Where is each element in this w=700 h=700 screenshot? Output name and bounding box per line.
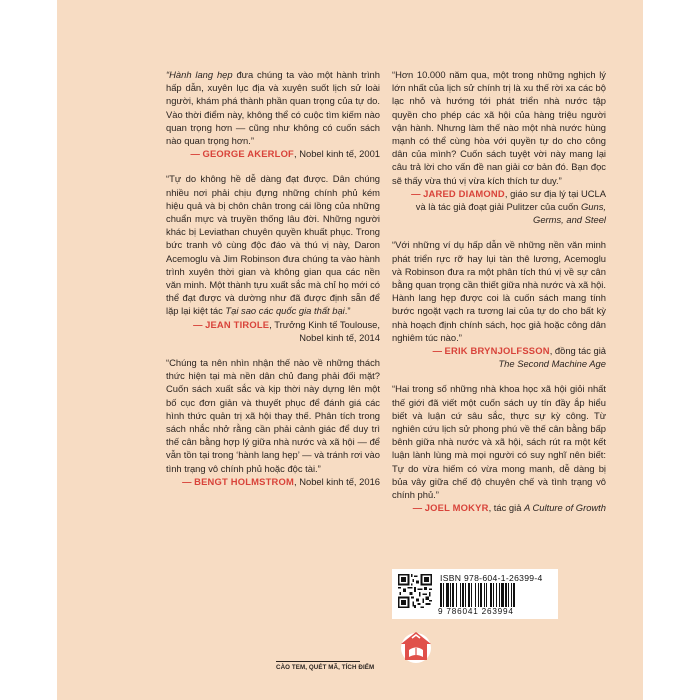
author-name: GEORGE AKERLOF <box>202 148 294 160</box>
attribution-dash: — <box>182 475 195 487</box>
barcode-bar <box>450 583 451 607</box>
quote-text: “Hai trong số những nhà khoa học xã hội giỏi nhất thế giới đã viết một cuốn sách uy tín đầy ắp hiểu biết và luận cứ sâu sắc, thực sự kỳ công. Từ nghiên cứu lịch sử phong phú về thế cân bằng bấp bênh giữa nhà nước và xã hội, sách rút ra một kết luận lành lùng mà mọi người có suy nghĩ nên biết: Tự do vừa hiếm có vừa mong manh, dễ dàng bị bủa vây giữa chế độ chuyên chế và tình trạng vô chính phủ.” <box>392 383 606 501</box>
book-title-italic: Tại sao các quốc gia thất bại <box>225 305 345 317</box>
quote-text <box>166 172 380 317</box>
barcode-bar <box>511 583 512 607</box>
barcode-bar <box>471 583 472 607</box>
book-title-italic: The Second Machine Age <box>498 358 606 370</box>
attribution-dash: — <box>432 345 445 357</box>
barcode-bar <box>468 583 470 607</box>
barcode-bar <box>465 583 466 607</box>
attribution-dash: — <box>411 187 424 199</box>
quote-body: đưa chúng ta vào một hành trình hấp dẫn, xuyên lục địa và xuyên suốt lịch sử loài người, khám phá thành phần quan trọng của tự do. Vào thời điểm này, không thể có cuộc tìm kiếm nào quan trọng hơn — cũng như không có cuốn sách nào quan trọng hơn.” <box>166 69 380 147</box>
barcode-bar <box>484 583 485 607</box>
barcode-bar <box>443 583 444 607</box>
quotes-right-column <box>392 68 606 527</box>
barcode-bar <box>475 583 476 607</box>
book-title-italic-line3: Germs, and Steel <box>533 214 606 226</box>
barcode-bar <box>499 583 500 607</box>
attribution-dash: — <box>193 318 206 330</box>
isbn-label: ISBN 978-604-1-26399-4 <box>440 573 543 583</box>
quote-attribution <box>392 501 606 514</box>
quote-attribution <box>166 475 380 488</box>
author-name: JEAN TIROLE <box>205 318 270 330</box>
author-name: BENGT HOLMSTROM <box>194 475 294 487</box>
author-role: , Trưởng Kinh tế Toulouse, <box>269 318 380 330</box>
quote-mokyr <box>392 382 606 514</box>
barcode-bar <box>493 583 494 607</box>
qr-code-icon <box>398 574 432 608</box>
author-name: JOEL MOKYR <box>424 502 489 514</box>
barcode-bar <box>490 583 492 607</box>
barcode-bar <box>505 583 507 607</box>
quote-akerlof <box>166 68 380 160</box>
book-title-italic: A Culture of Growth <box>524 502 606 514</box>
quote-tail: .” <box>344 305 351 317</box>
quote-text: “Hơn 10.000 năm qua, một trong những nghịch lý lớn nhất của lịch sử chính trị là xu thế rời xa các bộ lạc nhỏ và hướng tới phát triển nhà nước tập quyền cho phép các xã hội của hàng triệu người vận hành. Nhưng làm thế nào một nhà nước hùng mạnh có thể cùng hòa với quyền tự do cho công dân của mình? Cuốn sách tuyệt vời này mang lại câu trả lời cho vấn đề nan giải cơ bản đó. Bạn đọc sẽ thấy vừa thú vị vừa kích thích tư duy.” <box>392 69 606 186</box>
author-role: , đồng tác giả <box>549 345 606 357</box>
publisher-logo-icon <box>397 628 435 666</box>
barcode-bar <box>480 583 482 607</box>
quote-text <box>166 68 380 147</box>
barcode-bar <box>462 583 464 607</box>
barcode-panel <box>392 569 558 619</box>
author-role: , Nobel kinh tế, 2001 <box>294 148 380 160</box>
quote-diamond <box>392 68 606 226</box>
quote-attribution <box>392 187 606 200</box>
quote-body: “Tự do không hề dễ dàng đạt được. Dân chúng nhiều nơi phải chịu đựng những chính phủ kém hiệu quả và bị chôn chân trong cái lồng của những chuẩn mực và truyền thống lâu đời. Những người khác bị Leviathan chuyên quyền khuất phục. Trong bức tranh vô cùng độc đáo và thú vị này, Daron Acemoglu và Jim Robinson đưa chúng ta vào hành trình xuyên thời gian và không gian qua các nền văn minh. Một thành tựu xuất sắc mà chỉ họ mới có thể đạt được và dường như đã được định sẵn để lặp lại kiệt tác <box>166 173 380 317</box>
quotes-left-column <box>166 68 380 500</box>
attribution-dash: — <box>190 148 203 160</box>
author-name: ERIK BRYNJOLFSSON <box>444 345 550 357</box>
author-role-line2: Nobel kinh tế, 2014 <box>299 331 380 343</box>
barcode-bar <box>460 583 461 607</box>
quote-attribution <box>166 318 380 331</box>
barcode-bar <box>440 583 442 607</box>
book-title-italic: “Hành lang hẹp <box>166 69 233 80</box>
barcode-bar <box>513 583 515 607</box>
author-role: , Nobel kinh tế, 2016 <box>294 475 380 487</box>
barcode-bar <box>478 583 479 607</box>
promo-tagline: CÀO TEM, QUÉT MÃ, TÍCH ĐIỂM <box>276 664 375 671</box>
barcode-bar <box>486 583 487 607</box>
book-title-italic: Guns, <box>580 201 606 213</box>
quote-attribution <box>392 344 606 357</box>
author-role: , giáo sư địa lý tại UCLA <box>504 187 606 199</box>
quote-attribution <box>166 147 380 160</box>
quote-text: “Chúng ta nên nhìn nhận thế nào về những thách thức hiện tại mà nền dân chủ đang phải đối mặt? Cuốn sách xuất sắc và kịp thời này dựng lên một bố cục đơn giản và thuyết phục để đánh giá các hình thức quản trị xã hội thay thế. Phân tích trong sách nhắc nhở rằng cần phải cảnh giác để duy trì thế cân bằng hợp lý giữa nhà nước và xã hội — để vẫn tồn tại trong ‘hành lang hẹp’ — và tránh rơi vào tình trạng vô chính phủ hoặc độc tài.” <box>166 357 380 474</box>
author-name: JARED DIAMOND <box>423 187 505 199</box>
barcode-bar <box>452 583 454 607</box>
barcode-bar <box>508 583 509 607</box>
barcode-icon <box>440 583 554 607</box>
quote-holmstrom <box>166 356 380 488</box>
author-role: , tác giả <box>488 502 525 514</box>
barcode-bar <box>496 583 497 607</box>
barcode-bar <box>456 583 457 607</box>
author-role-line2 <box>392 200 606 213</box>
barcode-bar <box>501 583 504 607</box>
barcode-digits: 9 786041 263994 <box>438 607 514 616</box>
quote-brynjolfsson <box>392 238 606 370</box>
tagline-rule <box>276 661 360 662</box>
quote-tirole <box>166 172 380 344</box>
author-role-text: và là tác giả đoạt giải Pulitzer của cuốn <box>415 201 581 213</box>
attribution-dash: — <box>412 502 425 514</box>
barcode-bar <box>446 583 449 607</box>
quote-text: “Với những ví dụ hấp dẫn về những nền văn minh phát triển rực rỡ hay lụi tàn thê lương, Acemoglu và Robinson đưa ra một phân tích thú vị về sự cân bằng quan trọng cần thiết giữa nhà nước và xã hội. Hành lang hẹp được coi là cuốn sách mang tính bước ngoặt vạch ra tương lai của tự do cho bất kỳ nhà hoạch định chính sách, học giả hoặc công dân nghiêm túc nào.” <box>392 239 606 343</box>
